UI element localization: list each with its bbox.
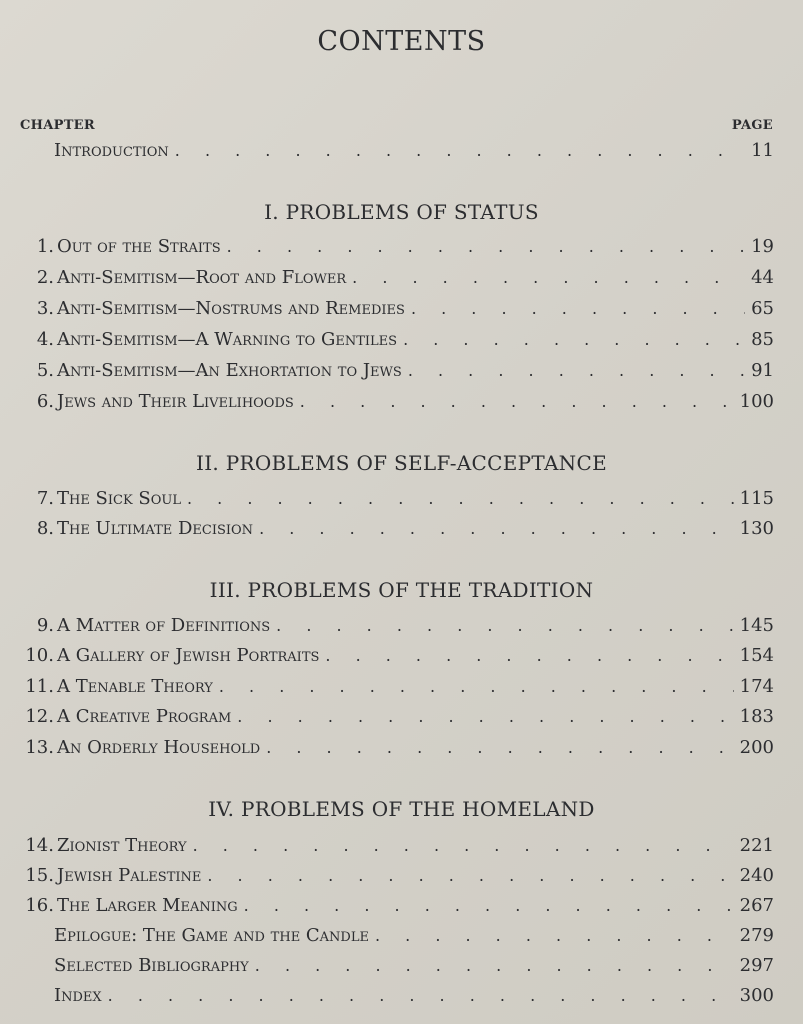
toc-entry[interactable] [16,865,774,895]
entry-number: 15. [25,865,54,886]
toc-entry-bibliography[interactable] [16,955,774,985]
entry-page: 240 [739,865,774,886]
toc-entry[interactable] [16,645,774,675]
entry-number: 1. [36,236,54,257]
entry-page: 297 [739,955,774,976]
entry-page: 91 [751,360,774,381]
toc-entry-epilogue[interactable] [16,925,774,955]
entry-title: An Orderly Household [57,737,261,758]
section-heading-tradition: III. PROBLEMS OF THE TRADITION [209,578,594,602]
dot-leader [276,616,733,635]
dot-leader [108,986,734,1005]
entry-title: Epilogue: The Game and the Candle [54,925,369,946]
entry-title: A Tenable Theory [57,676,213,697]
entry-title: A Gallery of Jewish Portraits [57,645,320,666]
entry-page: 267 [739,895,774,916]
toc-entry[interactable] [16,737,774,767]
dot-leader [237,707,733,726]
entry-title: A Creative Program [57,706,232,727]
entry-title: Selected Bibliography [54,955,249,976]
entry-title: Zionist Theory [57,835,187,856]
entry-number: 5. [36,360,54,381]
entry-title: Jewish Palestine [57,865,202,886]
entry-page: 145 [739,615,774,636]
page-column-header: PAGE [731,118,773,133]
toc-entry[interactable] [16,360,774,390]
entry-page: 100 [739,391,774,412]
dot-leader [259,519,734,538]
toc-entry[interactable] [16,615,774,645]
toc-entry[interactable] [16,488,774,518]
section-heading-status: I. PROBLEMS OF STATUS [264,200,539,224]
entry-page: 174 [739,676,774,697]
entry-number: 9. [36,615,54,636]
toc-entry[interactable] [16,835,774,865]
dot-leader [300,392,734,411]
dot-leader [175,141,745,160]
dot-leader [403,330,745,349]
dot-leader [325,646,733,665]
entry-page: 154 [739,645,774,666]
dot-leader [244,896,734,915]
toc-entry-introduction[interactable] [16,140,774,170]
toc-entry[interactable] [16,391,774,421]
toc-entry[interactable] [16,236,774,266]
entry-number: 10. [25,645,54,666]
entry-title: Anti-Semitism—Nostrums and Remedies [57,298,405,319]
entry-page: 130 [739,518,774,539]
entry-number: 14. [25,835,54,856]
dot-leader [266,738,733,757]
entry-title: The Ultimate Decision [57,518,254,539]
entry-page: 183 [739,706,774,727]
chapter-column-header: CHAPTER [20,118,95,133]
entry-title: Anti-Semitism—A Warning to Gentiles [57,329,398,350]
entry-title: The Larger Meaning [57,895,238,916]
entry-title: Jews and Their Livelihoods [57,391,294,412]
entry-page: 19 [751,236,774,257]
toc-entry[interactable] [16,676,774,706]
toc-entry-index[interactable] [16,985,774,1015]
entry-number: 4. [36,329,54,350]
entry-number: 6. [36,391,54,412]
toc-entry[interactable] [16,298,774,328]
entry-page: 44 [751,267,774,288]
entry-title: Anti-Semitism—An Exhortation to Jews [57,360,402,381]
page-title: CONTENTS [317,26,486,57]
entry-title: A Matter of Definitions [57,615,271,636]
entry-number: 7. [36,488,54,509]
toc-entry[interactable] [16,895,774,925]
entry-title: Anti-Semitism—Root and Flower [57,267,347,288]
entry-number: 2. [36,267,54,288]
dot-leader [187,489,734,508]
entry-page: 65 [751,298,774,319]
dot-leader [255,956,734,975]
entry-page: 279 [739,925,774,946]
section-heading-self-acceptance: II. PROBLEMS OF SELF-ACCEPTANCE [196,451,607,475]
entry-number: 12. [25,706,54,727]
entry-number: 3. [36,298,54,319]
entry-number: 16. [25,895,54,916]
entry-number: 11. [25,676,54,697]
entry-title: The Sick Soul [57,488,181,509]
entry-title: Introduction [54,140,169,161]
dot-leader [411,299,745,318]
dot-leader [227,237,745,256]
entry-page: 221 [739,835,774,856]
toc-entry[interactable] [16,518,774,548]
dot-leader [352,268,745,287]
section-heading-homeland: IV. PROBLEMS OF THE HOMELAND [208,797,595,821]
dot-leader [219,677,734,696]
toc-entry[interactable] [16,706,774,736]
entry-page: 200 [739,737,774,758]
entry-page: 300 [739,985,774,1006]
entry-page: 115 [739,488,774,509]
dot-leader [375,926,734,945]
entry-number: 13. [25,737,54,758]
entry-number: 8. [36,518,54,539]
entry-page: 11 [751,140,774,161]
entry-title: Out of the Straits [57,236,221,257]
dot-leader [193,836,734,855]
dot-leader [207,866,733,885]
toc-entry[interactable] [16,267,774,297]
dot-leader [408,361,745,380]
toc-entry[interactable] [16,329,774,359]
entry-title: Index [54,985,102,1006]
entry-page: 85 [751,329,774,350]
